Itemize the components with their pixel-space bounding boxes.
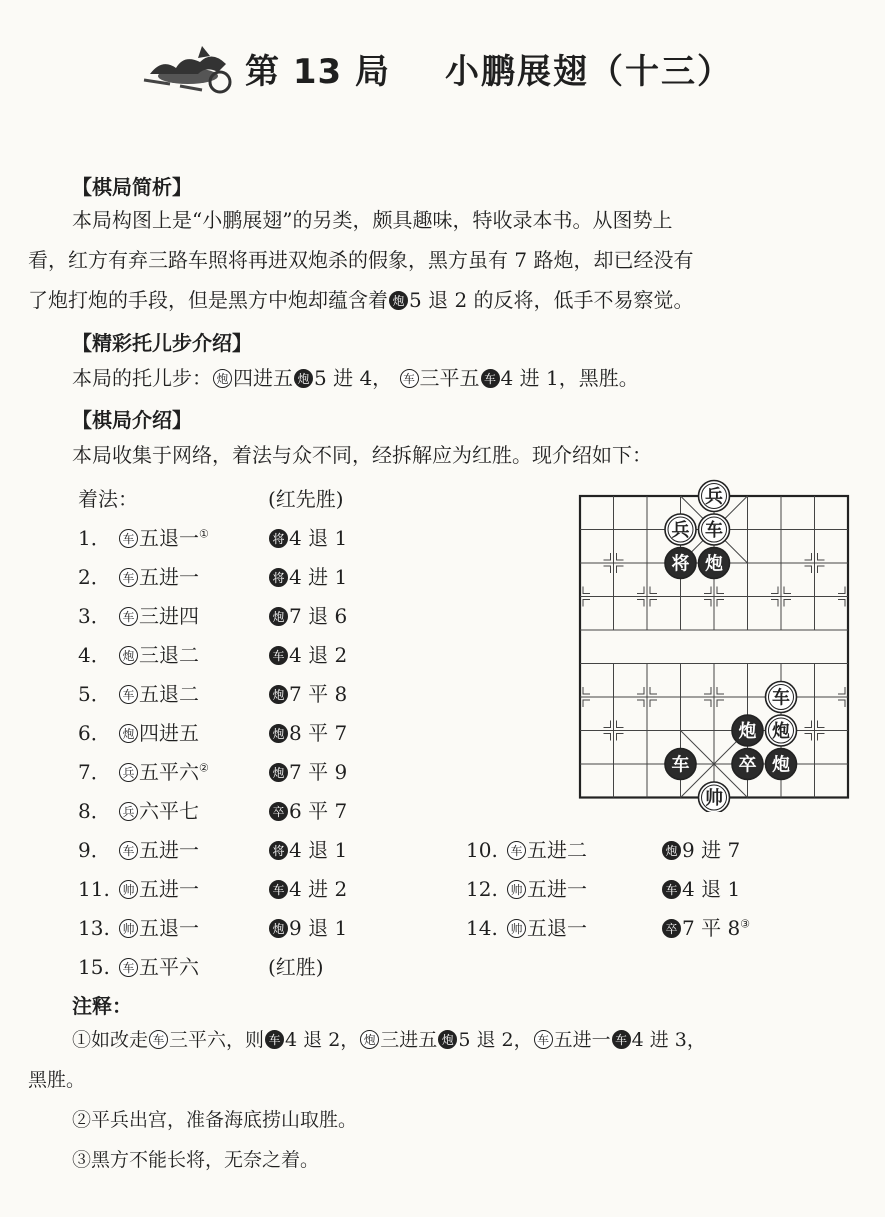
intro-heading: 【棋局介绍】	[72, 408, 192, 432]
trick-line	[72, 358, 639, 398]
position-marker	[650, 687, 657, 694]
piece-label: 炮	[738, 721, 757, 742]
red-move: 五平六	[139, 955, 199, 979]
black-cannon-icon: 炮	[294, 369, 313, 388]
position-marker	[704, 687, 711, 694]
red-soldier-piece	[699, 481, 730, 512]
move-number: 13.	[78, 916, 110, 940]
trick-heading: 【精彩托儿步介绍】	[72, 331, 252, 355]
position-marker	[604, 553, 611, 560]
move-row	[466, 912, 751, 941]
trick-move: 三平五	[419, 366, 480, 390]
black-cannon-icon: 炮	[662, 841, 681, 860]
black-move-cell	[268, 717, 347, 746]
trick-move: 5 进 4，	[314, 366, 393, 390]
piece-label: 车	[772, 687, 790, 709]
black-move: 4 退 2	[289, 643, 348, 667]
note-text: ①如改走	[72, 1029, 149, 1051]
black-move: 7 平 8	[289, 682, 348, 706]
red-soldier-icon: 兵	[119, 802, 138, 821]
red-general-piece	[699, 782, 730, 812]
footnote-ref: ③	[740, 917, 751, 931]
analysis-text: 5 退 2 的反将，低手不易察觉。	[409, 288, 694, 312]
red-cannon-icon: 炮	[360, 1030, 379, 1049]
move-row	[78, 600, 348, 629]
red-general-icon: 帅	[507, 880, 526, 899]
position-marker	[818, 566, 825, 573]
analysis-line-1: 本局构图上是“小鹏展翅”的另类，颇具趣味，特收录本书。从图势上	[72, 208, 673, 232]
chapter-title	[140, 36, 760, 106]
move-number: 15.	[78, 955, 110, 979]
trick-prefix: 本局的托儿步：	[72, 366, 212, 390]
piece-label: 炮	[772, 721, 790, 742]
red-chariot-piece	[766, 682, 797, 713]
move-number: 3．	[78, 604, 111, 628]
position-marker	[717, 600, 724, 607]
position-marker	[617, 734, 624, 741]
red-move: 五退一	[139, 916, 199, 940]
black-move: 4 退 1	[682, 877, 741, 901]
black-cannon-icon: 炮	[389, 291, 408, 310]
move-number: 8．	[78, 799, 111, 823]
red-chariot-icon: 车	[507, 841, 526, 860]
position-marker	[818, 721, 825, 728]
black-move: 7 平 9	[289, 760, 348, 784]
position-marker	[650, 600, 657, 607]
note-text: 5 退 2，	[458, 1029, 533, 1051]
move-row	[78, 756, 348, 785]
black-cannon-icon: 炮	[438, 1030, 457, 1049]
position-marker	[805, 553, 812, 560]
red-move: 五进一	[139, 877, 199, 901]
red-soldier-icon: 兵	[119, 763, 138, 782]
position-marker	[784, 587, 791, 594]
move-number: 10.	[466, 838, 498, 862]
black-move-cell	[661, 834, 740, 863]
chess-board-diagram	[570, 476, 860, 812]
note-1-end: 黑胜。	[28, 1069, 86, 1091]
black-cannon-icon: 炮	[269, 685, 288, 704]
piece-label: 将	[671, 553, 690, 575]
black-cannon-icon: 炮	[269, 607, 288, 626]
piece-label: 炮	[772, 754, 790, 776]
position-marker	[637, 700, 644, 707]
move-number: 9．	[78, 838, 111, 862]
footnote-ref: ①	[199, 527, 209, 541]
analysis-text: 了炮打炮的手段，但是黑方中炮却蕴含着	[28, 288, 388, 312]
move-number: 2．	[78, 565, 111, 589]
position-marker	[617, 566, 624, 573]
position-marker	[604, 566, 611, 573]
black-move: 9 退 1	[289, 916, 348, 940]
red-move: 六平七	[139, 799, 199, 823]
black-move-cell	[661, 912, 750, 941]
move-number: 4．	[78, 643, 111, 667]
black-move: 4 退 1	[289, 838, 348, 862]
black-chariot-icon: 车	[612, 1030, 631, 1049]
red-cannon-icon: 炮	[119, 646, 138, 665]
position-marker	[704, 600, 711, 607]
position-marker	[818, 553, 825, 560]
red-general-icon: 帅	[119, 880, 138, 899]
move-row	[466, 873, 741, 902]
black-chariot-icon: 车	[662, 880, 681, 899]
move-row	[78, 561, 348, 590]
move-row	[78, 834, 348, 863]
red-chariot-piece	[699, 514, 730, 545]
black-cannon-icon: 炮	[269, 763, 288, 782]
move-row	[78, 639, 348, 668]
black-cannon-piece	[699, 548, 730, 579]
piece-label: 车	[671, 754, 690, 776]
red-move: 三退二	[139, 643, 199, 667]
position-marker	[838, 587, 845, 594]
piece-label: 帅	[705, 788, 723, 809]
red-chariot-icon: 车	[119, 841, 138, 860]
black-general-icon: 将	[269, 529, 288, 548]
position-marker	[637, 687, 644, 694]
black-move: 4 进 2	[289, 877, 348, 901]
red-move: 五进二	[527, 838, 587, 862]
red-move: 五退一	[527, 916, 587, 940]
move-row	[78, 795, 348, 824]
position-marker	[717, 587, 724, 594]
position-marker	[650, 700, 657, 707]
note-2: ②平兵出宫，准备海底捞山取胜。	[72, 1109, 358, 1131]
position-marker	[617, 553, 624, 560]
black-chariot-icon: 车	[481, 369, 500, 388]
move-number: 6．	[78, 721, 111, 745]
red-move: 三进四	[139, 604, 199, 628]
red-chariot-icon: 车	[119, 958, 138, 977]
intro-text: 本局收集于网络，着法与众不同，经拆解应为红胜。现介绍如下：	[72, 443, 652, 467]
chapter-name: 小鹏展翅（十三）	[445, 52, 733, 92]
black-move-cell	[268, 600, 347, 629]
red-move: 五进一	[139, 838, 199, 862]
red-chariot-icon: 车	[119, 607, 138, 626]
black-move: 7 退 6	[289, 604, 348, 628]
red-chariot-icon: 车	[149, 1030, 168, 1049]
black-move: 4 进 1	[289, 565, 348, 589]
red-cannon-icon: 炮	[213, 369, 232, 388]
black-chariot-icon: 车	[269, 646, 288, 665]
position-marker	[637, 587, 644, 594]
black-move-cell	[268, 522, 347, 551]
position-marker	[838, 700, 845, 707]
analysis-line-3	[28, 280, 694, 320]
red-chariot-icon: 车	[119, 568, 138, 587]
black-chariot-icon: 车	[269, 880, 288, 899]
black-soldier-icon: 卒	[662, 919, 681, 938]
position-marker	[717, 687, 724, 694]
red-move: 四进五	[139, 721, 199, 745]
position-marker	[704, 700, 711, 707]
black-chariot-piece	[665, 749, 696, 780]
black-move: 7 平 8	[682, 916, 741, 940]
black-move-cell	[268, 795, 347, 824]
note-1	[72, 1020, 706, 1060]
note-text: 4 进 3，	[631, 1029, 706, 1051]
move-row	[78, 522, 348, 551]
position-marker	[805, 566, 812, 573]
black-soldier-piece	[732, 749, 763, 780]
red-chariot-icon: 车	[400, 369, 419, 388]
trick-move: 四进五	[233, 366, 293, 390]
position-marker	[583, 687, 590, 694]
note-text: 4 退 2，	[285, 1029, 360, 1051]
notes-heading: 注释：	[72, 994, 132, 1018]
piece-label: 兵	[705, 486, 723, 508]
chapter-number: 第 13 局	[245, 52, 390, 92]
black-chariot-icon: 车	[265, 1030, 284, 1049]
black-move-cell	[268, 834, 347, 863]
red-move: 五进一	[139, 565, 199, 589]
move-row	[78, 717, 348, 746]
move-row	[78, 678, 348, 707]
black-move-cell	[268, 678, 347, 707]
move-number: 5．	[78, 682, 111, 706]
red-chariot-icon: 车	[534, 1030, 553, 1049]
red-cannon-piece	[766, 715, 797, 746]
red-general-icon: 帅	[507, 919, 526, 938]
moves-result-note: (红先胜)	[268, 487, 344, 511]
position-marker	[637, 600, 644, 607]
black-general-icon: 将	[269, 841, 288, 860]
position-marker	[604, 721, 611, 728]
position-marker	[805, 721, 812, 728]
black-general-icon: 将	[269, 568, 288, 587]
analysis-line-2: 看，红方有弃三路车照将再进双炮杀的假象，黑方虽有 7 路炮，却已经没有	[28, 248, 694, 272]
position-marker	[771, 587, 778, 594]
red-chariot-icon: 车	[119, 529, 138, 548]
red-soldier-piece	[665, 514, 696, 545]
black-move-cell	[661, 873, 740, 902]
move-number: 11.	[78, 877, 110, 901]
black-move-cell	[268, 561, 347, 590]
black-move-cell	[268, 951, 324, 980]
red-move: 五退一	[139, 526, 199, 550]
note-text: 三平六，则	[169, 1029, 265, 1051]
black-move: (红胜)	[268, 955, 324, 979]
black-cannon-piece	[766, 749, 797, 780]
note-text: 三进五	[380, 1029, 438, 1051]
position-marker	[838, 600, 845, 607]
black-move-cell	[268, 912, 347, 941]
move-row	[78, 951, 324, 980]
black-move-cell	[268, 756, 347, 785]
move-number: 1．	[78, 526, 111, 550]
piece-label: 卒	[738, 754, 757, 776]
black-move: 9 进 7	[682, 838, 741, 862]
black-move: 8 平 7	[289, 721, 348, 745]
red-move: 五平六	[139, 760, 199, 784]
position-marker	[771, 600, 778, 607]
note-3: ③黑方不能长将，无奈之着。	[72, 1149, 320, 1171]
position-marker	[784, 600, 791, 607]
move-row	[78, 912, 348, 941]
trick-move: 4 进 1，黑胜。	[500, 366, 639, 390]
position-marker	[604, 734, 611, 741]
footnote-ref: ②	[199, 761, 209, 775]
position-marker	[704, 587, 711, 594]
position-marker	[583, 587, 590, 594]
position-marker	[805, 734, 812, 741]
red-move: 五退二	[139, 682, 199, 706]
piece-label: 兵	[671, 520, 690, 541]
black-soldier-icon: 卒	[269, 802, 288, 821]
move-number: 7．	[78, 760, 111, 784]
black-general-piece	[665, 548, 696, 579]
move-row	[78, 873, 348, 902]
red-cannon-icon: 炮	[119, 724, 138, 743]
red-move: 五进一	[527, 877, 587, 901]
moves-label: 着法：	[78, 487, 138, 511]
red-chariot-icon: 车	[119, 685, 138, 704]
black-move: 4 退 1	[289, 526, 348, 550]
move-number: 14.	[466, 916, 498, 940]
red-general-icon: 帅	[119, 919, 138, 938]
position-marker	[650, 587, 657, 594]
move-row	[466, 834, 741, 863]
position-marker	[583, 600, 590, 607]
black-move-cell	[268, 873, 347, 902]
black-cannon-icon: 炮	[269, 919, 288, 938]
position-marker	[583, 700, 590, 707]
position-marker	[818, 734, 825, 741]
horse-chariot-logo	[140, 40, 240, 98]
analysis-heading: 【棋局简析】	[72, 175, 192, 199]
black-move-cell	[268, 639, 347, 668]
black-cannon-icon: 炮	[269, 724, 288, 743]
position-marker	[838, 687, 845, 694]
piece-label: 车	[705, 520, 723, 541]
position-marker	[717, 700, 724, 707]
move-number: 12.	[466, 877, 498, 901]
note-text: 五进一	[553, 1029, 611, 1051]
piece-label: 炮	[705, 553, 723, 575]
black-move: 6 平 7	[289, 799, 348, 823]
position-marker	[617, 721, 624, 728]
black-cannon-piece	[732, 715, 763, 746]
